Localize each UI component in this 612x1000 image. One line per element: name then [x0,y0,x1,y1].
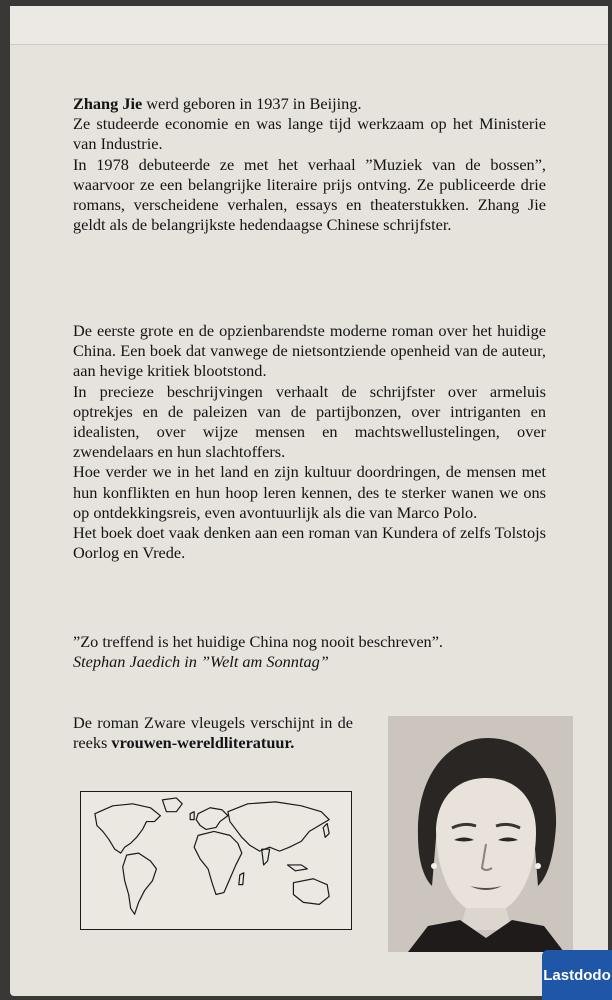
synopsis-paragraph-2: In precieze beschrijvingen verhaalt de schrijfster over armeluis optrekjes en de paleizen van de partijbonzen, over intriganten en idealisten, over wijze mensen en machtswellustelingen, over zwendelaars en hun slachtoffers. [73,381,546,462]
synopsis-paragraph-1: De eerste grote en de opzienbarendste moderne roman over het huidige China. Een boek dat vanwege de nietsontziende openheid van de auteur, aan hevige kritiek blootstond. [73,321,546,381]
author-name: Zhang Jie [73,94,143,113]
book-back-cover [10,6,608,996]
synopsis-paragraph-4: Het boek doet vaak denken aan een roman van Kundera of zelfs Tolstojs Oorlog en Vrede. [73,523,546,563]
synopsis-paragraph-3: Hoe verder we in het land en zijn kultuur doordringen, de mensen met hun konflikten en hun hoop leren kennen, des te sterker wanen we ons op ontdekkingsreis, even avontuurlijk als die van Marco Polo. [73,462,546,522]
cover-flap-edge [10,6,608,45]
watermark-badge: Lastdodo [542,950,612,1000]
series-sentence: De roman Zware vleugels verschijnt in de reeks [73,713,353,753]
review-quote [73,632,546,672]
author-bio [73,94,546,235]
series-note [73,713,353,753]
series-text [73,713,353,753]
quote-text: ”Zo treffend is het huidige China nog nooit beschreven”. [73,632,443,651]
bio-paragraph-2: In 1978 debuteerde ze met het verhaal ”Muziek van de bossen”, waarvoor ze een belangrijke literaire prijs ontving. Ze publiceerde drie romans, verscheidene verhalen, essays en theaterstukken. Zhang Jie geldt als de belangrijkste hedendaagse Chinese schrijfster. [73,154,546,235]
bio-paragraph-1 [73,94,546,155]
world-map-icon [80,791,352,930]
bio-career: Ze studeerde economie en was lange tijd werkzaam op het Ministerie van Industrie. [73,114,546,154]
series-name: vrouwen-wereldliteratuur. [111,733,295,753]
synopsis [73,321,546,563]
bio-birth: werd geboren in 1937 in Beijing. [142,94,362,113]
quote-attribution: Stephan Jaedich in ”Welt am Sonntag” [73,652,329,672]
author-portrait [388,716,573,952]
